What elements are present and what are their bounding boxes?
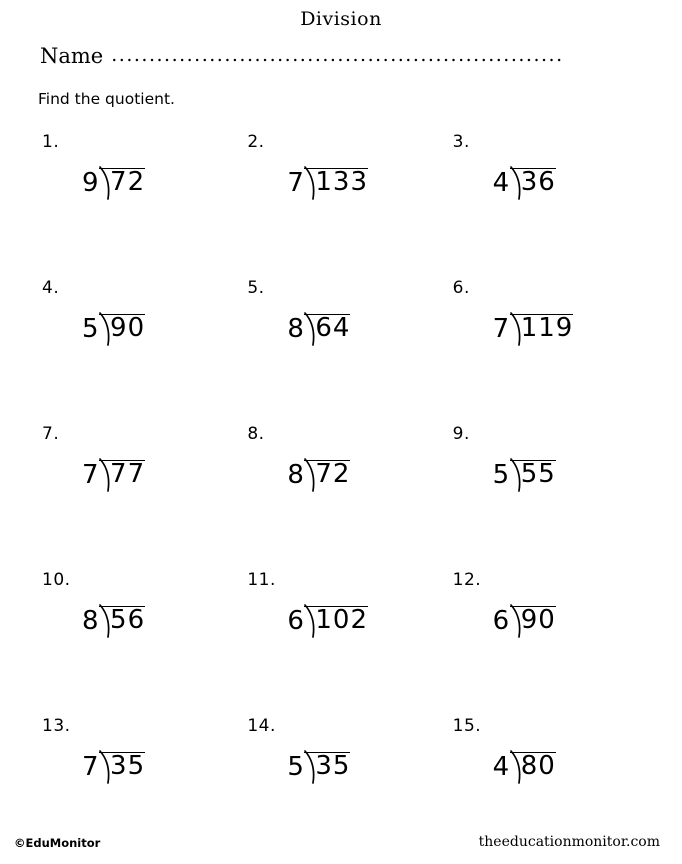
problem-cell — [449, 132, 654, 278]
long-division-expression — [82, 156, 145, 196]
divisor: 8 — [287, 460, 305, 490]
page-title: Division — [300, 8, 382, 30]
long-division-expression — [287, 302, 350, 342]
divisor: 4 — [492, 752, 510, 782]
division-bracket — [304, 156, 368, 195]
divisor: 9 — [82, 168, 100, 198]
division-bracket — [99, 156, 145, 195]
name-input-line[interactable]: ............................................................ — [111, 44, 564, 66]
dividend: 64 — [304, 314, 350, 341]
divisor: 5 — [492, 460, 510, 490]
divisor: 8 — [287, 314, 305, 344]
problem-cell — [38, 424, 243, 570]
dividend: 56 — [99, 606, 145, 633]
problem-cell — [38, 278, 243, 424]
dividend: 35 — [304, 752, 350, 779]
long-division-expression — [493, 156, 556, 196]
long-division-expression — [287, 156, 368, 196]
division-bracket — [99, 302, 145, 341]
name-label: Name — [40, 44, 104, 68]
divisor: 7 — [82, 752, 100, 782]
problem-number: 8. — [247, 424, 265, 444]
divisor: 7 — [82, 460, 100, 490]
problem-number: 6. — [452, 278, 470, 298]
problem-cell — [38, 132, 243, 278]
divisor: 6 — [492, 606, 510, 636]
name-field-row — [40, 44, 630, 68]
dividend: 80 — [510, 752, 556, 779]
problem-number: 4. — [42, 278, 60, 298]
copyright-text: ©EduMonitor — [14, 836, 101, 850]
division-bracket — [99, 740, 145, 779]
division-bracket — [304, 302, 350, 341]
problem-number: 7. — [42, 424, 60, 444]
long-division-expression — [493, 594, 556, 634]
problem-cell — [38, 570, 243, 716]
problem-cell — [449, 278, 654, 424]
long-division-expression — [493, 302, 574, 342]
long-division-expression — [287, 594, 368, 634]
divisor: 7 — [287, 168, 305, 198]
dividend: 133 — [304, 168, 368, 195]
problem-number: 3. — [452, 132, 470, 152]
problem-number: 14. — [247, 716, 276, 736]
problem-cell — [243, 570, 448, 716]
division-bracket — [510, 594, 556, 633]
long-division-expression — [287, 448, 350, 488]
problem-number: 12. — [452, 570, 482, 590]
problem-cell — [243, 132, 448, 278]
divisor: 6 — [287, 606, 305, 636]
dividend: 102 — [304, 606, 368, 633]
divisor: 5 — [82, 314, 100, 344]
problem-cell — [449, 570, 654, 716]
divisor: 8 — [82, 606, 100, 636]
division-bracket — [99, 594, 145, 633]
problem-cell — [449, 424, 654, 570]
problem-number: 2. — [247, 132, 265, 152]
website-text: theeducationmonitor.com — [478, 834, 660, 850]
problem-number: 5. — [247, 278, 265, 298]
long-division-expression — [493, 448, 556, 488]
dividend: 90 — [510, 606, 556, 633]
dividend: 119 — [510, 314, 574, 341]
problem-number: 1. — [42, 132, 60, 152]
problem-number: 10. — [42, 570, 71, 590]
page-footer — [0, 834, 682, 850]
dividend: 35 — [99, 752, 145, 779]
problem-number: 15. — [452, 716, 482, 736]
division-bracket — [304, 594, 368, 633]
worksheet-page — [0, 8, 682, 864]
division-bracket — [304, 740, 350, 779]
division-bracket — [510, 156, 556, 195]
instruction-text: Find the quotient. — [38, 90, 175, 108]
dividend: 72 — [99, 168, 145, 195]
dividend: 55 — [510, 460, 556, 487]
divisor: 5 — [287, 752, 305, 782]
dividend: 77 — [99, 460, 145, 487]
divisor: 4 — [492, 168, 510, 198]
long-division-expression — [287, 740, 350, 780]
problems-grid — [0, 132, 682, 862]
problem-cell — [243, 278, 448, 424]
long-division-expression — [82, 740, 145, 780]
dividend: 72 — [304, 460, 350, 487]
problem-number: 13. — [42, 716, 71, 736]
division-bracket — [304, 448, 350, 487]
dividend: 36 — [510, 168, 556, 195]
dividend: 90 — [99, 314, 145, 341]
long-division-expression — [82, 302, 145, 342]
problem-number: 11. — [247, 570, 276, 590]
problem-cell — [243, 424, 448, 570]
problem-number: 9. — [452, 424, 470, 444]
division-bracket — [510, 448, 556, 487]
long-division-expression — [82, 448, 145, 488]
division-bracket — [510, 740, 556, 779]
long-division-expression — [82, 594, 145, 634]
divisor: 7 — [492, 314, 510, 344]
long-division-expression — [493, 740, 556, 780]
division-bracket — [510, 302, 574, 341]
division-bracket — [99, 448, 145, 487]
